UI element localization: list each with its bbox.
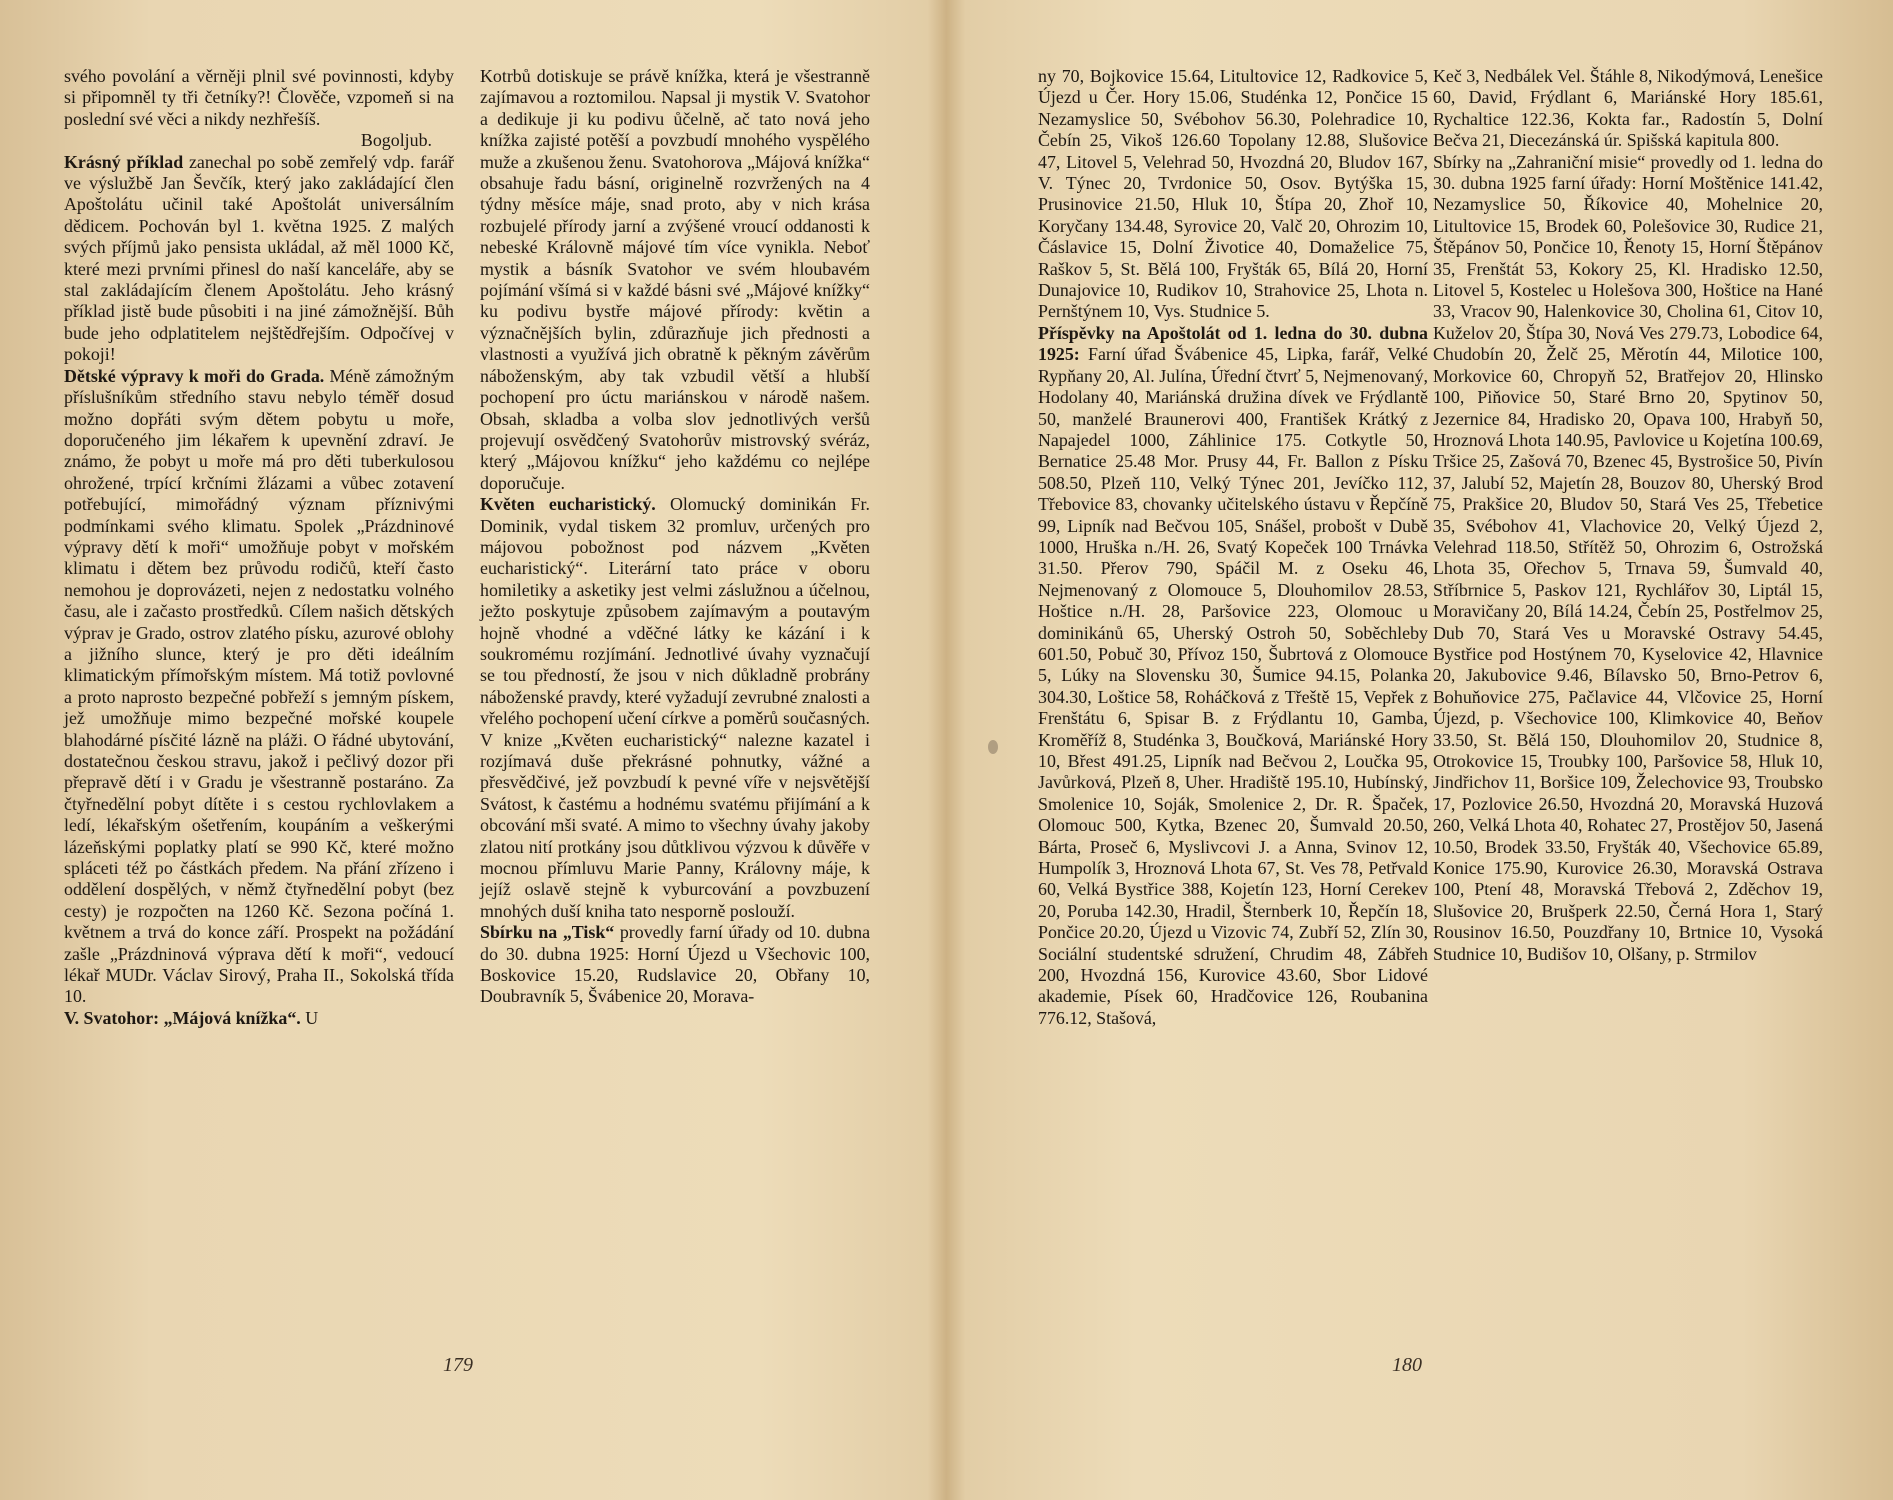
right-page-column-2: [1433, 66, 1823, 965]
article-paragraph: [64, 152, 454, 366]
article-paragraph: [480, 922, 870, 1008]
left-page-column-1: [64, 66, 454, 1029]
article-paragraph: [480, 494, 870, 922]
article-body: provedly farní úřady od 10. dubna do 30. dubna 1925: Horní Újezd u Všechovic 100, Boskovice 15.20, Rudslavice 20, Obřany 10, Doubravník 5, Švábenice 20, Morava-: [480, 922, 871, 1007]
page-number: 180: [1392, 1354, 1422, 1376]
paragraph: Sbírky na „Zahraniční misie“ provedly od 1. ledna do 30. dubna 1925 farní úřady: Horní Moštěnice 141.42, Nezamyslice 50, Říkovice 40, Mohelnice 20, Litultovice 15, Brodek 60, Polešovice 30, Rudice 21, Štěpánov 50, Pončice 10, Řenoty 15, Horní Štěpánov 35, Frenštát 53, Kokory 25, Kl. Hradisko 12.50, Litovel 5, Kostelec u Holešova 300, Hoštice na Hané 33, Vracov 90, Halenkovice 30, Cholina 61, Citov 10, Kuželov 20, Štípa 30, Nová Ves 279.73, Lobodice 64, Chudobín 20, Želč 25, Měrotín 44, Milotice 100, Morkovice 60, Chropyň 52, Bratřejov 20, Hlinsko 100, Piňovice 50, Staré Brno 20, Spytinov 50, Jezernice 84, Hradisko 20, Opava 100, Hrabyň 50, Hroznová Lhota 140.95, Pavlovice u Kojetína 100.69, Tršice 25, Zašová 70, Bzenec 45, Bystrošice 50, Pivín 37, Jalubí 52, Majetín 28, Bouzov 80, Uherský Brod 75, Prakšice 20, Bludov 50, Stará Ves 25, Třebetice 35, Svébohov 41, Vlachovice 20, Velký Újezd 2, Velehrad 118.50, Střítěž 50, Ohrozim 6, Ostrožská Lhota 35, Ořechov 5, Trnava 59, Šumvald 40, Stříbrnice 5, Paskov 121, Rychlářov 30, Liptál 15, Moravičany 20, Bílá 14.24, Čebín 25, Postřelmov 25, Dub 70, Stará Ves u Moravské Ostravy 54.45, Bystřice pod Hostýnem 70, Kyselovice 42, Hlavnice 20, Jakubovice 9.46, Bílavsko 50, Brno-Petrov 6, Bohuňovice 275, Pačlavice 44, Vlčovice 25, Horní Újezd, p. Všechovice 100, Klimkovice 40, Beňov 33.50, St. Bělá 150, Dlouhomilov 20, Studnice 8, Otrokovice 15, Troubky 100, Paršovice 58, Hluk 10, Jindřichov 11, Boršice 109, Želechovice 93, Troubsko 17, Pozlovice 26.50, Hvozdná 20, Moravská Huzová 260, Velká Lhota 40, Rohatec 27, Prostějov 50, Jasená 10.50, Brodek 33.50, Fryšták 40, Všechovice 65.89, Konice 175.90, Kurovice 26.30, Moravská Ostrava 100, Ptení 48, Moravská Třebová 2, Zděchov 19, Slušovice 20, Brušperk 22.50, Černá Hora 1, Starý Rousinov 16.50, Pouzdřany 10, Brtnice 10, Vysoká Studnice 10, Budišov 10, Olšany, p. Strmilov: [1433, 151, 1823, 964]
article-heading: Příspěvky na Apoštolát od 1. ledna do 30. dubna 1925:: [1038, 322, 1428, 365]
article-body: Méně zámožným příslušníkům středního stavu nebylo téměř dosud možno dopřáti svým dětem pobytu u moře, doporučeného jim lékařem k upevnění zdraví. Je známo, že pobyt u moře má pro děti tuberkulosou ohrožené, trpící krčními žlázami a vůbec zotavení potřebující, mimořádný význam příznivými podmínkami svého klimatu. Spolek „Prázdninové výpravy dětí k moři“ umožňuje pobyt v mořském klimatu i dětem bez průvodu rodičů, kteří často nemohou je doprovázeti, nejen z nedostatku volného času, ale i začasto prostředků. Cílem našich dětských výprav je Grado, ostrov zlatého písku, azurové oblohy a jižního slunce, který je pro děti ideálním klimatickým přímořským místem. Má totiž povlovné a proto naprosto bezpečné pobřeží s jemným pískem, jež umožňuje mimo bezpečné mořské koupele blahodárné písčité lázně na pláži. O řádné ubytování, dostatečnou českou stravu, jakož i pečlivý dozor při přepravě dětí i v Gradu je všestranně postaráno. Za čtyřnedělní pobyt dítěte i s cestou rychlovlakem a ledí, lékařským ošetřením, koupáním a veškerými lázeňskými poplatky platí se 990 Kč, které možno spláceti též po částkách předem. Na přání zřízeno i oddělení dospělých, v němž čtyřnedělní pobyt (bez cesty) je rozpočten na 1260 Kč. Sezona počíná 1. květnem a trvá do konce září. Prospekt na požádání zašle „Prázdninová výprava dětí k moři“, vedoucí lékař MUDr. Václav Sirový, Praha II., Sokolská třída 10.: [64, 365, 454, 1007]
article-body: Farní úřad Švábenice 45, Lipka, farář, Velké Rypňany 20, Al. Julína, Úřední čtvrť 5, Nejmenovaný, Hodolany 40, Mariánská družina dívek ve Frýdlantě 50, manželé Braunerovi 400, František Krátký z Napajedel 1000, Záhlinice 175. Cotkytle 50, Bernatice 25.48 Mor. Prusy 44, Fr. Ballon z Písku 508.50, Plzeň 110, Velký Týnec 201, Jevíčko 112, Třebovice 83, chovanky učitelského ústavu v Řepčíně 99, Lipník nad Bečvou 105, Snášel, probošt v Dubě 1000, Hruška n./H. 26, Svatý Kopeček 100 Trnávka 31.50. Přerov 790, Spáčil M. z Oseku 46, Nejmenovaný z Olomouce 5, Dlouhomilov 28.53, Hoštice n./H. 28, Paršovice 223, Olomouc u dominikánů 65, Uherský Ostroh 50, Soběchleby 601.50, Pobuč 30, Přívoz 150, Šubrtová z Olomouce 5, Lúky na Slovensku 30, Šumice 94.15, Polanka 304.30, Loštice 58, Roháčková z Třeště 15, Vepřek z Frenštátu 6, Spisar B. z Frýdlantu 10, Gamba, Kroměříž 8, Studénka 3, Boučková, Mariánské Hory 10, Břest 491.25, Lipník nad Bečvou 2, Loučka 95, Javůrková, Plzeň 8, Uher. Hradiště 195.10, Hubínský, Smolenice 10, Soják, Smolenice 2, Dr. R. Špaček, Olomouc 500, Kytka, Bzenec 20, Šumvald 20.50, Bárta, Proseč 6, Myslivcovi J. a Anna, Svinov 12, Humpolík 3, Hroznová Lhota 67, St. Ves 78, Petřvald 60, Velká Bystřice 388, Kojetín 123, Horní Cerekev 20, Poruba 142.30, Hradil, Šternberk 10, Řepčín 18, Pončice 20.20, Újezd u Vizovic 74, Zubří 52, Zlín 30, Sociální studentské sdružení, Chrudim 48, Zábřeh 200, Hvozdná 156, Kurovice 43.60, Sbor Lidové akademie, Písek 60, Hradčovice 126, Roubanina 776.12, Stašová,: [1038, 344, 1428, 1028]
article-body: Olomucký dominikán Fr. Dominik, vydal tiskem 32 promluv, určených pro májovou pobožnost pod názvem „Květen eucharistický“. Literární tato práce v oboru homiletiky a asketiky jest velmi záslužnou a účelnou, ježto poskytuje způsobem zajímavým a poutavým hojně vhodné a vděčné látky ke kázání i k soukromému rozjímání. Jednotlivé úvahy vyznačují se tou předností, že jsou v nich důkladně probrány náboženské pravdy, které vyžadují zevrubné znalosti a vřelého pochopení učení církve a poměrů současných. V knize „Květen eucharistický“ nalezne kazatel i rozjímavá duše překrásné pohnutky, vážné a přesvědčivé, jež povzbudí k pevné víře v nejsvětější Svátost, k častému a hodnému svatému přijímání a k obcování mši svaté. A mimo to všechny úvahy jakoby zlatou nití protkány jsou důtklivou výzvou k důvěře v mocnou přímluvu Marie Panny, Královny máje, k jejíž oslavě stejně k vyburcování a povzbuzení mnohých duší kniha tato nesporně poslouží.: [480, 494, 870, 921]
page-number: 179: [443, 1354, 473, 1376]
signature: Bogoljub.: [360, 130, 432, 151]
right-page: [947, 0, 1893, 1500]
article-paragraph: [1038, 323, 1428, 1029]
paragraph: ny 70, Bojkovice 15.64, Litultovice 12, Radkovice 5, Újezd u Čer. Hory 15.06, Studénka 12, Pončice 15 Nezamyslice 50, Svébohov 56.30, Polehradice 10, Čebín 25, Vikoš 126.60 Topolany 12.88, Slušovice 47, Litovel 5, Velehrad 50, Hvozdná 20, Bludov 167, V. Týnec 20, Tvrdonice 50, Osov. Bytýška 15, Prusinovice 21.50, Hluk 10, Štípa 20, Zhoř 10, Koryčany 134.48, Syrovice 20, Valč 20, Ohrozim 10, Čáslavice 15, Dolní Životice 40, Domaželice 75, Raškov 5, St. Bělá 100, Fryšták 65, Bílá 20, Horní Dunajovice 10, Rudikov 10, Strahovice 25, Lhota n. Pernštýnem 10, Vys. Studnice 5.: [1038, 66, 1428, 322]
paragraph: Keč 3, Nedbálek Vel. Štáhle 8, Nikodýmová, Lenešice 60, David, Frýdlant 6, Mariánské Hory 185.61, Rychaltice 122.36, Kokta far., Radostín 5, Dolní Bečva 21, Diecezánská úr. Spišská kapitula 800.: [1433, 66, 1823, 151]
paragraph: Kotrbů dotiskuje se právě knížka, která je všestranně zajímavou a roztomilou. Napsal ji mystik V. Svatohor a dedikuje ji ku podivu ůčelně, ač tato nová jeho knížka zajisté potěší a povzbudí mnohého vyspělého muže a zkušenou ženu. Svatohorova „Májová knížka“ obsahuje řadu básní, originelně rozvržených na 4 týdny měsíce máje, snad proto, aby v nich krása rozbujelé přírody jarní a zvýšené vroucí oddanosti k nebeské Královně májové tím více vynikla. Neboť mystik a básník Svatohor ve svém hloubavém pojímání všímá si v každé básni své „Májové knížky“ ku podivu bystře májové přírody: květin a význačnějších bylin, zdůrazňuje jich přednosti a vlastnosti a využívá jich obratně k pěkným závěrům náboženským, aby tak vzbudil větší a hlubší pochopení pro úctu mariánskou v národě našem. Obsah, skladba a volba slov jednotlivých veršů projevují osvědčený Svatohorův mistrovský svéráz, který „Májovou knížku“ jeho každému co nejlépe doporučuje.: [480, 66, 870, 493]
left-page-column-2: [480, 66, 870, 1008]
article-heading: Květen eucharistický.: [480, 494, 656, 515]
article-body: zanechal po sobě zemřelý vdp. farář ve výslužbě Jan Ševčík, který jako zakládající člen Apoštolátu učinil také Apoštolát universálním dědicem. Pochován byl 1. května 1925. Z malých svých příjmů jako pensista ukládal, až měl 1000 Kč, které mezi prvními přinesl do naší kanceláře, aby se stal zakládajícím členem Apoštolátu. Jeho krásný příklad jistě bude působiti i na jiné zámožnější. Bůh bude jeho odplatitelem nejštědřejším. Odpočívej v pokoji!: [64, 151, 454, 365]
article-heading: Krásný příklad: [64, 151, 184, 172]
right-page-column-1: [1038, 66, 1428, 1029]
paragraph: svého povolání a věrněji plnil své povinnosti, kdyby si připomněl ty tři četníky?! Člověče, vzpomeň si na poslední své věci a nikdy nezhřešíš.: [64, 66, 454, 129]
article-body: U: [300, 1007, 319, 1028]
article-heading: V. Svatohor: „Májová knížka“.: [64, 1007, 301, 1028]
article-heading: Dětské výpravy k moři do Grada.: [64, 365, 325, 386]
left-page: [0, 0, 946, 1500]
article-paragraph: [64, 1008, 454, 1029]
article-paragraph: [64, 366, 454, 1008]
article-heading: Sbírku na „Tisk“: [480, 922, 615, 943]
